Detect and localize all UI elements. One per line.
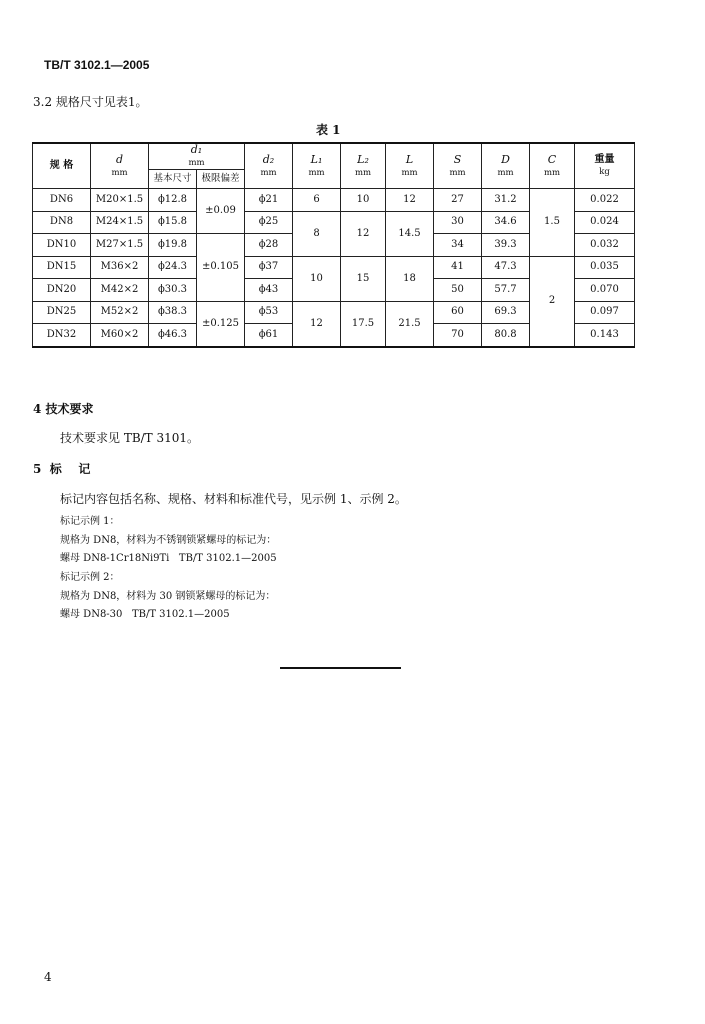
example-1-marking: 螺母 DN8-1Cr18Ni9Ti TB/T 3102.1—2005 [60, 553, 277, 564]
cell-tolerance: ±0.125 [197, 301, 245, 347]
cell-mass: 0.024 [575, 211, 635, 234]
header-L1: L₁ mm [293, 143, 341, 189]
cell-spec: DN15 [33, 256, 91, 279]
cell-D: 39.3 [482, 234, 530, 257]
cell-L1: 10 [293, 256, 341, 301]
cell-d1: ϕ30.3 [149, 279, 197, 302]
example-2-description: 规格为 DN8，材料为 30 钢锁紧螺母的标记为： [60, 591, 276, 602]
cell-L2: 12 [341, 211, 386, 256]
cell-mass: 0.032 [575, 234, 635, 257]
header-L2: L₂ mm [341, 143, 386, 189]
cell-spec: DN8 [33, 211, 91, 234]
cell-d: M52×2 [91, 301, 149, 324]
cell-d2: ϕ61 [245, 324, 293, 347]
cell-d1: ϕ15.8 [149, 211, 197, 234]
cell-d2: ϕ28 [245, 234, 293, 257]
cell-S: 60 [434, 301, 482, 324]
cell-mass: 0.097 [575, 301, 635, 324]
cell-D: 47.3 [482, 256, 530, 279]
cell-L: 12 [386, 189, 434, 212]
cell-C: 1.5 [530, 189, 575, 257]
cell-d1: ϕ24.3 [149, 256, 197, 279]
cell-L1: 12 [293, 301, 341, 347]
section-5-title: 5 标 记 [33, 462, 91, 476]
cell-mass: 0.035 [575, 256, 635, 279]
cell-d1: ϕ12.8 [149, 189, 197, 212]
cell-d2: ϕ37 [245, 256, 293, 279]
cell-d2: ϕ53 [245, 301, 293, 324]
cell-tolerance: ±0.105 [197, 234, 245, 302]
header-d1-basic: 基本尺寸 [149, 170, 197, 189]
standard-header: TB/T 3102.1—2005 [44, 58, 150, 72]
cell-d: M20×1.5 [91, 189, 149, 212]
section-4-title: 4 技术要求 [33, 402, 94, 416]
section-4-body: 技术要求见 TB/T 3101。 [60, 431, 200, 445]
cell-D: 69.3 [482, 301, 530, 324]
cell-spec: DN10 [33, 234, 91, 257]
section-5-body: 标记内容包括名称、规格、材料和标准代号，见示例 1、示例 2。 [60, 492, 407, 506]
header-L: L mm [386, 143, 434, 189]
example-2-label: 标记示例 2： [60, 572, 120, 583]
cell-S: 50 [434, 279, 482, 302]
cell-mass: 0.022 [575, 189, 635, 212]
table-caption: 表 1 [316, 123, 341, 137]
cell-D: 80.8 [482, 324, 530, 347]
cell-L2: 10 [341, 189, 386, 212]
cell-C: 2 [530, 256, 575, 347]
cell-D: 34.6 [482, 211, 530, 234]
cell-S: 34 [434, 234, 482, 257]
example-2-marking: 螺母 DN8-30 TB/T 3102.1—2005 [60, 609, 230, 620]
cell-L: 18 [386, 256, 434, 301]
spec-table [32, 142, 635, 348]
table-row [33, 189, 635, 212]
header-mass: 重量 kg [575, 143, 635, 189]
cell-d1: ϕ19.8 [149, 234, 197, 257]
cell-L: 14.5 [386, 211, 434, 256]
header-S: S mm [434, 143, 482, 189]
cell-d2: ϕ21 [245, 189, 293, 212]
cell-d2: ϕ43 [245, 279, 293, 302]
cell-spec: DN6 [33, 189, 91, 212]
cell-S: 27 [434, 189, 482, 212]
cell-spec: DN32 [33, 324, 91, 347]
header-d1-tolerance: 极限偏差 [197, 170, 245, 189]
header-C: C mm [530, 143, 575, 189]
cell-spec: DN20 [33, 279, 91, 302]
cell-S: 30 [434, 211, 482, 234]
cell-mass: 0.070 [575, 279, 635, 302]
header-spec: 规 格 [33, 143, 91, 189]
cell-d: M24×1.5 [91, 211, 149, 234]
cell-D: 31.2 [482, 189, 530, 212]
cell-D: 57.7 [482, 279, 530, 302]
end-rule [280, 667, 401, 669]
cell-L1: 8 [293, 211, 341, 256]
page-number: 4 [44, 970, 52, 984]
table-row [33, 256, 635, 279]
cell-d2: ϕ25 [245, 211, 293, 234]
header-d2: d₂ mm [245, 143, 293, 189]
cell-d: M27×1.5 [91, 234, 149, 257]
cell-d: M42×2 [91, 279, 149, 302]
cell-tolerance: ±0.09 [197, 189, 245, 234]
example-1-description: 规格为 DN8，材料为不锈钢锁紧螺母的标记为： [60, 535, 277, 546]
cell-S: 41 [434, 256, 482, 279]
section-3-2-text: 3.2 规格尺寸见表1。 [33, 95, 148, 109]
cell-L1: 6 [293, 189, 341, 212]
example-1-label: 标记示例 1： [60, 516, 120, 527]
cell-L2: 17.5 [341, 301, 386, 347]
cell-mass: 0.143 [575, 324, 635, 347]
cell-d: M60×2 [91, 324, 149, 347]
header-d: d mm [91, 143, 149, 189]
header-D: D mm [482, 143, 530, 189]
header-d1: d₁ mm [149, 143, 245, 170]
cell-d1: ϕ38.3 [149, 301, 197, 324]
cell-S: 70 [434, 324, 482, 347]
cell-L2: 15 [341, 256, 386, 301]
cell-d: M36×2 [91, 256, 149, 279]
cell-d1: ϕ46.3 [149, 324, 197, 347]
cell-L: 21.5 [386, 301, 434, 347]
cell-spec: DN25 [33, 301, 91, 324]
